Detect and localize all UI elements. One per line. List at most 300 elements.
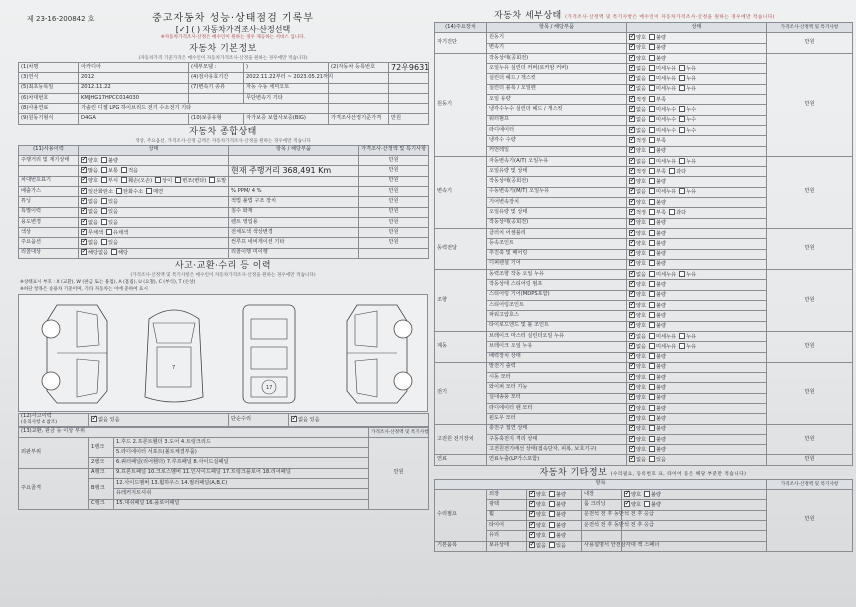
detail-group-label: 조향 [435,270,487,332]
detail-option: 미세누유 [649,86,676,92]
detail-state [627,177,767,187]
status-option: 있음 [101,209,118,215]
detail-state [627,125,767,135]
status-option-box [81,177,87,183]
detail-option: ✓ 양호 [629,292,646,298]
basic-info-key: (8)사용연료 [19,104,79,114]
detail-option-box [629,363,635,369]
detail-option: 미세누유 [649,344,676,350]
status-option: ✓ 양호 [81,158,98,164]
detail-option-box [629,436,635,442]
status-option-box [116,188,122,194]
detail-price: 만원 [767,156,853,228]
detail-state [627,414,767,424]
detail-option: ✓ 양호 [629,241,646,247]
detail-option-box [679,158,685,164]
detail-option-box [649,322,655,328]
detail-option: 미세누수 [649,117,676,123]
status-option: ✓많음 [81,168,98,174]
detail-option: 불량 [649,220,666,226]
detail-item: 작동상태 스티어링 펌프 [487,280,627,290]
other-option2-box [624,491,630,497]
crank-label: C랭크 [89,499,114,509]
detail-option-box [649,209,655,215]
other-option: ✓ 양호 [529,492,546,498]
accident-table [18,413,429,427]
other-option2: 불량 [644,502,661,508]
detail-option: ✓ 적정 [629,138,646,144]
detail-option: ✓ 양호 [629,303,646,309]
detail-option-box [679,271,685,277]
detail-option-box [629,168,635,174]
detail-option: 불량 [649,416,666,422]
status-row [19,228,429,238]
detail-item: 와이퍼 모터 기능 [487,383,627,393]
detail-option: ✓ 없음 [629,189,646,195]
status-price: 만원 [359,197,429,207]
basic-info-value2: 자동 수동 세미오토 [244,83,329,93]
detail-row [435,362,853,372]
overall-status-subtitle: 색상, 주요옵션, 가격조사·산정 금액은 자동차가격조사·산정을 원하는 경우에만 적습니다 [135,138,311,144]
detail-state [627,95,767,105]
basic-info-value: D4GA [79,114,189,124]
status-option: ✓ 없음 [81,240,98,246]
status-option-box [101,208,107,214]
detail-row [435,331,853,341]
detail-option: 누유 [679,86,696,92]
detail-option-box [629,343,635,349]
detail-option: 불량 [649,437,666,443]
detail-option: 불량 [649,385,666,391]
detail-state [627,146,767,156]
detail-state [627,249,767,259]
basic-info-value: 2012.11.22 [79,83,189,93]
status-option-box [101,177,107,183]
status-option: 탄화수소 [116,189,143,195]
status-item: 리콜이행 미이행 [229,248,359,258]
detail-option-box [629,75,635,81]
status-option-box [101,198,107,204]
detail-item: 변속기 [487,43,627,53]
status-option-box [101,167,107,173]
detail-state [627,280,767,290]
detail-item: 냉각수누수 실린더 헤드 / 개스킷 [487,105,627,115]
status-option: 부식 [101,178,118,184]
other-option: 불량 [549,533,566,539]
detail-option-box [649,106,655,112]
detail-option: 누유 [679,189,696,195]
status-item: 썬루프 네비게이션 기타 [229,238,359,248]
other-head-item: 항목 [435,479,767,489]
basic-info-key3 [329,104,389,114]
detail-option-box [649,446,655,452]
detail-state [627,74,767,84]
basic-info-row [19,114,429,124]
status-head-2: 항목 / 해당부품 [229,145,359,155]
basic-info-value3: 만원 [389,114,429,124]
right-page [434,10,852,601]
detail-option-box [679,65,685,71]
detail-option-box [649,384,655,390]
detail-option: 미세누유 [649,189,676,195]
detail-option: ✓ 적정 [629,97,646,103]
other-option: 불량 [549,512,566,518]
detail-option: 미세누유 [649,66,676,72]
detail-option: ✓ 양호 [629,406,646,412]
other-key: 광택 [487,500,527,510]
other-head-price: 가격조사·산정액 및 특기사항 [767,479,853,489]
simple-repair-value: ✓ 없음 있음 [289,413,429,426]
status-head-3: 가격조사·산정액 및 특기사항 [359,145,429,155]
status-price [359,248,429,258]
detail-item: 작동상태(공회전) [487,177,627,187]
detail-item: 스티어링조인트 [487,301,627,311]
basic-info-row [19,93,429,103]
detail-option: ✓ 없음 [629,107,646,113]
basic-info-key: (9)원동기형식 [19,114,79,124]
other-value2 [622,500,767,510]
detail-status-table [434,22,853,466]
detail-option-box [649,374,655,380]
detail-item: 디퍼렌셜 기어 [487,259,627,269]
detail-option-box [649,363,655,369]
detail-option: 미세누유 [649,272,676,278]
status-item: % PPM/ 4 % [229,186,359,196]
status-row [19,248,429,258]
status-price: 만원 [359,207,429,217]
detail-option-box [629,65,635,71]
detail-option: ✓ 양호 [629,200,646,206]
basic-info-row [19,63,429,73]
detail-option-box [629,230,635,236]
other-value2 [622,490,767,500]
detail-price: 만원 [767,228,853,269]
detail-option-box [649,230,655,236]
detail-option-box [629,353,635,359]
status-row [19,176,429,186]
basic-info-key2: (4)검사유효기간 [189,73,244,83]
detail-price: 만원 [767,362,853,424]
detail-option: 과다 [669,210,686,216]
status-head-1: 상태 [79,145,229,155]
detail-option: ✓ 없음 [629,344,646,350]
detail-state [627,208,767,218]
detail-option-box [649,168,655,174]
detail-row [435,424,853,434]
other-option-box [549,501,555,507]
detail-option: 누유 [679,344,696,350]
detail-option: 부족 [649,97,666,103]
status-row [19,238,429,248]
basic-info-value2: 2022.11.22부터 ~ 2023.05.21까지 [244,73,329,83]
detail-item: 원동기 [487,33,627,43]
status-value [79,197,229,207]
detail-option: 불량 [649,148,666,154]
form-subtitle [128,25,338,34]
status-key: 주행거리 및 계기상태 [19,156,79,166]
detail-option-box [649,405,655,411]
overall-status-table [18,145,429,259]
status-option-box [81,208,87,214]
arank-label: A랭크 [89,468,114,478]
detail-row [435,33,853,43]
status-option-box [175,177,181,183]
other-option2: ✓ 양호 [624,502,641,508]
detail-state [627,84,767,94]
parts-table [18,427,429,510]
parts-label: (13)교환, 판금 등 이상 부위 [19,427,369,437]
detail-option: 부족 [649,138,666,144]
detail-option: ✓ 없음 [629,117,646,123]
other-option-box [529,501,535,507]
detail-option-box [649,394,655,400]
status-value [79,217,229,227]
detail-state [627,115,767,125]
status-value [79,176,229,186]
other-option: 불량 [549,523,566,529]
detail-item: 기어변속장치 [487,198,627,208]
basic-info-value: 아카디아 [79,63,189,73]
status-option: ✓ 해당없음 [81,250,108,256]
other-option-box [529,511,535,517]
other-price: 만원 [767,490,853,552]
car-chassis-diagram [229,299,309,409]
status-item [229,156,359,166]
other-side-basic: 기본품목 [435,541,487,551]
detail-state [627,424,767,434]
other-option2-box [644,491,650,497]
detail-option-box [629,446,635,452]
form-title: 중고자동차 성능·상태점검 기록부 [152,13,314,24]
detail-row [435,270,853,280]
rank1-parts: 1.후드 2.프론트휀더 3.도어 4.트렁크리드 [114,437,369,447]
detail-state [627,383,767,393]
detail-state [627,64,767,74]
detail-item: 구동축전지 격리 상태 [487,434,627,444]
detail-state [627,156,767,166]
status-row [19,197,429,207]
detail-row [435,53,853,63]
status-option: 있음 [101,240,118,246]
detail-item: 스티어링 기어(MDPS포함) [487,290,627,300]
status-key: 주요옵션 [19,238,79,248]
detail-price: 만원 [767,331,853,362]
detail-option-box [629,44,635,50]
detail-state [627,259,767,269]
status-option: 불량 [101,158,118,164]
detail-option: 누유 [679,66,696,72]
detail-status-title: 자동차 세부상태 (가격조사·산정액 및 특기사항은 매수인이 자동차가격조사·산정을 원하는 경우에만 적습니다) [494,11,775,21]
detail-option: 미세누유 [649,159,676,165]
basic-info-key2: (세부모델 : [189,63,244,73]
status-option-box [81,249,87,255]
outer-panel-label: 외판부위 [19,437,89,468]
detail-state [627,239,767,249]
form-subtitle-text: ( ) 자동차가격조사·산정선택 [191,25,291,34]
detail-state [627,105,767,115]
other-option-box [549,511,555,517]
detail-option-box [649,312,655,318]
vehicle-diagram [18,294,428,412]
basic-info-table [18,62,429,125]
status-option: 보통 [101,168,118,174]
status-option: ✓ 양호 [81,178,98,184]
detail-item: 라디에이터 팬 모터 [487,403,627,413]
status-key: 차대번호표기 [19,176,79,186]
detail-option: ✓ 양호 [629,220,646,226]
accident-none-checkbox [91,416,97,422]
status-item [229,176,359,186]
status-row [19,207,429,217]
detail-option: 불량 [649,241,666,247]
detail-option: ✓ 양호 [629,375,646,381]
basic-info-key: (1)차명 [19,63,79,73]
detail-option-box [629,271,635,277]
detail-option-box [629,281,635,287]
other-key2: 운전석 전 후 동반석 전 후 응급 [582,510,622,520]
detail-option: 불량 [649,35,666,41]
basic-info-key: (3)연식 [19,73,79,83]
detail-option: ✓ 양호 [629,282,646,288]
detail-option-box [679,343,685,349]
basic-info-value: KMJHG17HPCC014030 [79,93,189,103]
basic-info-value3 [389,83,429,93]
detail-option: 불량 [649,447,666,453]
detail-row [435,228,853,238]
detail-row [435,455,853,465]
detail-item: 작동상태(공회전) [487,53,627,63]
detail-option: ✓ 양호 [629,56,646,62]
rank1-label: 1랭크 [89,437,114,458]
status-option: ✓ 일산화탄소 [81,189,113,195]
detail-state [627,445,767,455]
detail-item: 커먼레일 [487,146,627,156]
detail-price: 만원 [767,455,853,465]
status-option-box [146,188,152,194]
detail-item: 파워고압호스 [487,311,627,321]
detail-option: ✓ 양호 [629,179,646,185]
basic-info-row [19,104,429,114]
detail-option: ✓ 없음 [629,334,646,340]
other-option: ✓ 양호 [529,502,546,508]
other-option: 있음 [549,543,566,549]
detail-option-box [649,44,655,50]
detail-group-label: 고전원 전기장치 [435,424,487,455]
detail-head-state: 상태 [627,23,767,33]
status-key [19,166,79,176]
left-page [18,10,428,601]
status-option-box [101,219,107,225]
detail-item: 고전원전기배선 상태(접속단자, 피복, 보호기구) [487,445,627,455]
status-row [19,156,429,166]
status-price: 만원 [359,156,429,166]
detail-option-box [649,188,655,194]
detail-option-box [629,322,635,328]
status-row [19,166,429,176]
status-option: 훼손(오손) [121,178,152,184]
detail-option: ✓ 없음 [629,457,646,463]
detail-option: 불량 [649,406,666,412]
status-option: 도말 [209,178,226,184]
other-key2: 룸 크리닝 [582,500,622,510]
other-key2: 내장 [582,490,622,500]
detail-option-box [649,75,655,81]
status-value [79,207,229,217]
detail-option-box [649,353,655,359]
crank-parts: 15.대쉬패널 16.플로어패널 [114,499,369,509]
status-item: 적법 불법 구조 장치 [229,197,359,207]
car-left-side-diagram [37,301,117,407]
status-item: 침수 화재 [229,207,359,217]
other-key: 타이어 [487,520,527,530]
other-option2: 불량 [644,492,661,498]
simple-repair-label: 단순수리 [229,413,289,426]
detail-option-box [649,178,655,184]
detail-option-box [629,137,635,143]
detail-state [627,218,767,228]
detail-option: 불량 [649,200,666,206]
other-option2-box [644,501,650,507]
detail-option: 누수 [679,117,696,123]
detail-state [627,362,767,372]
other-option-box [529,532,535,538]
other-option-box [529,542,535,548]
status-option-box [81,157,87,163]
detail-group-label: 연료 [435,455,487,465]
detail-state [627,311,767,321]
detail-state [627,434,767,444]
detail-option: 누유 [679,334,696,340]
detail-option-box [649,116,655,122]
status-option: ✓ 없음 [81,209,98,215]
detail-option-box [649,34,655,40]
detail-option-box [629,106,635,112]
basic-info-title: 자동차 기본정보 [189,44,257,54]
status-option-box [121,177,127,183]
other-option: ✓ 양호 [529,523,546,529]
detail-option: 부족 [649,169,666,175]
detail-state [627,187,767,197]
status-price: 만원 [359,176,429,186]
detail-item: 실내송풍 모터 [487,393,627,403]
detail-item: 시동 모터 [487,373,627,383]
detail-option: ✓ 양호 [629,354,646,360]
detail-row [435,156,853,166]
status-option-box [81,219,87,225]
detail-option-box [649,302,655,308]
status-option-box [155,177,161,183]
other-option2: ✓ 양호 [624,492,641,498]
detail-option: ✓ 양호 [629,261,646,267]
other-option: 불량 [549,502,566,508]
detail-item: 브레이크 오일 누유 [487,342,627,352]
status-price: 만원 [359,186,429,196]
accident-history-subtitle: (가격조사·산정액 및 특기사항은 매수인이 자동차가격조사·산정을 원하는 경우에만 적습니다) [130,273,316,279]
detail-price: 만원 [767,424,853,455]
status-row [19,186,429,196]
detail-option: 불량 [649,282,666,288]
other-row [435,490,853,500]
detail-item: 오일유량 및 상태 [487,167,627,177]
detail-item: 실린더 블록 / 오일팬 [487,84,627,94]
detail-option-box [629,260,635,266]
detail-option-box [649,333,655,339]
detail-state [627,352,767,362]
detail-option: 미세누유 [649,76,676,82]
detail-option-box [629,291,635,297]
detail-item: 동력조향 작동 오일 누유 [487,270,627,280]
detail-state [627,270,767,280]
